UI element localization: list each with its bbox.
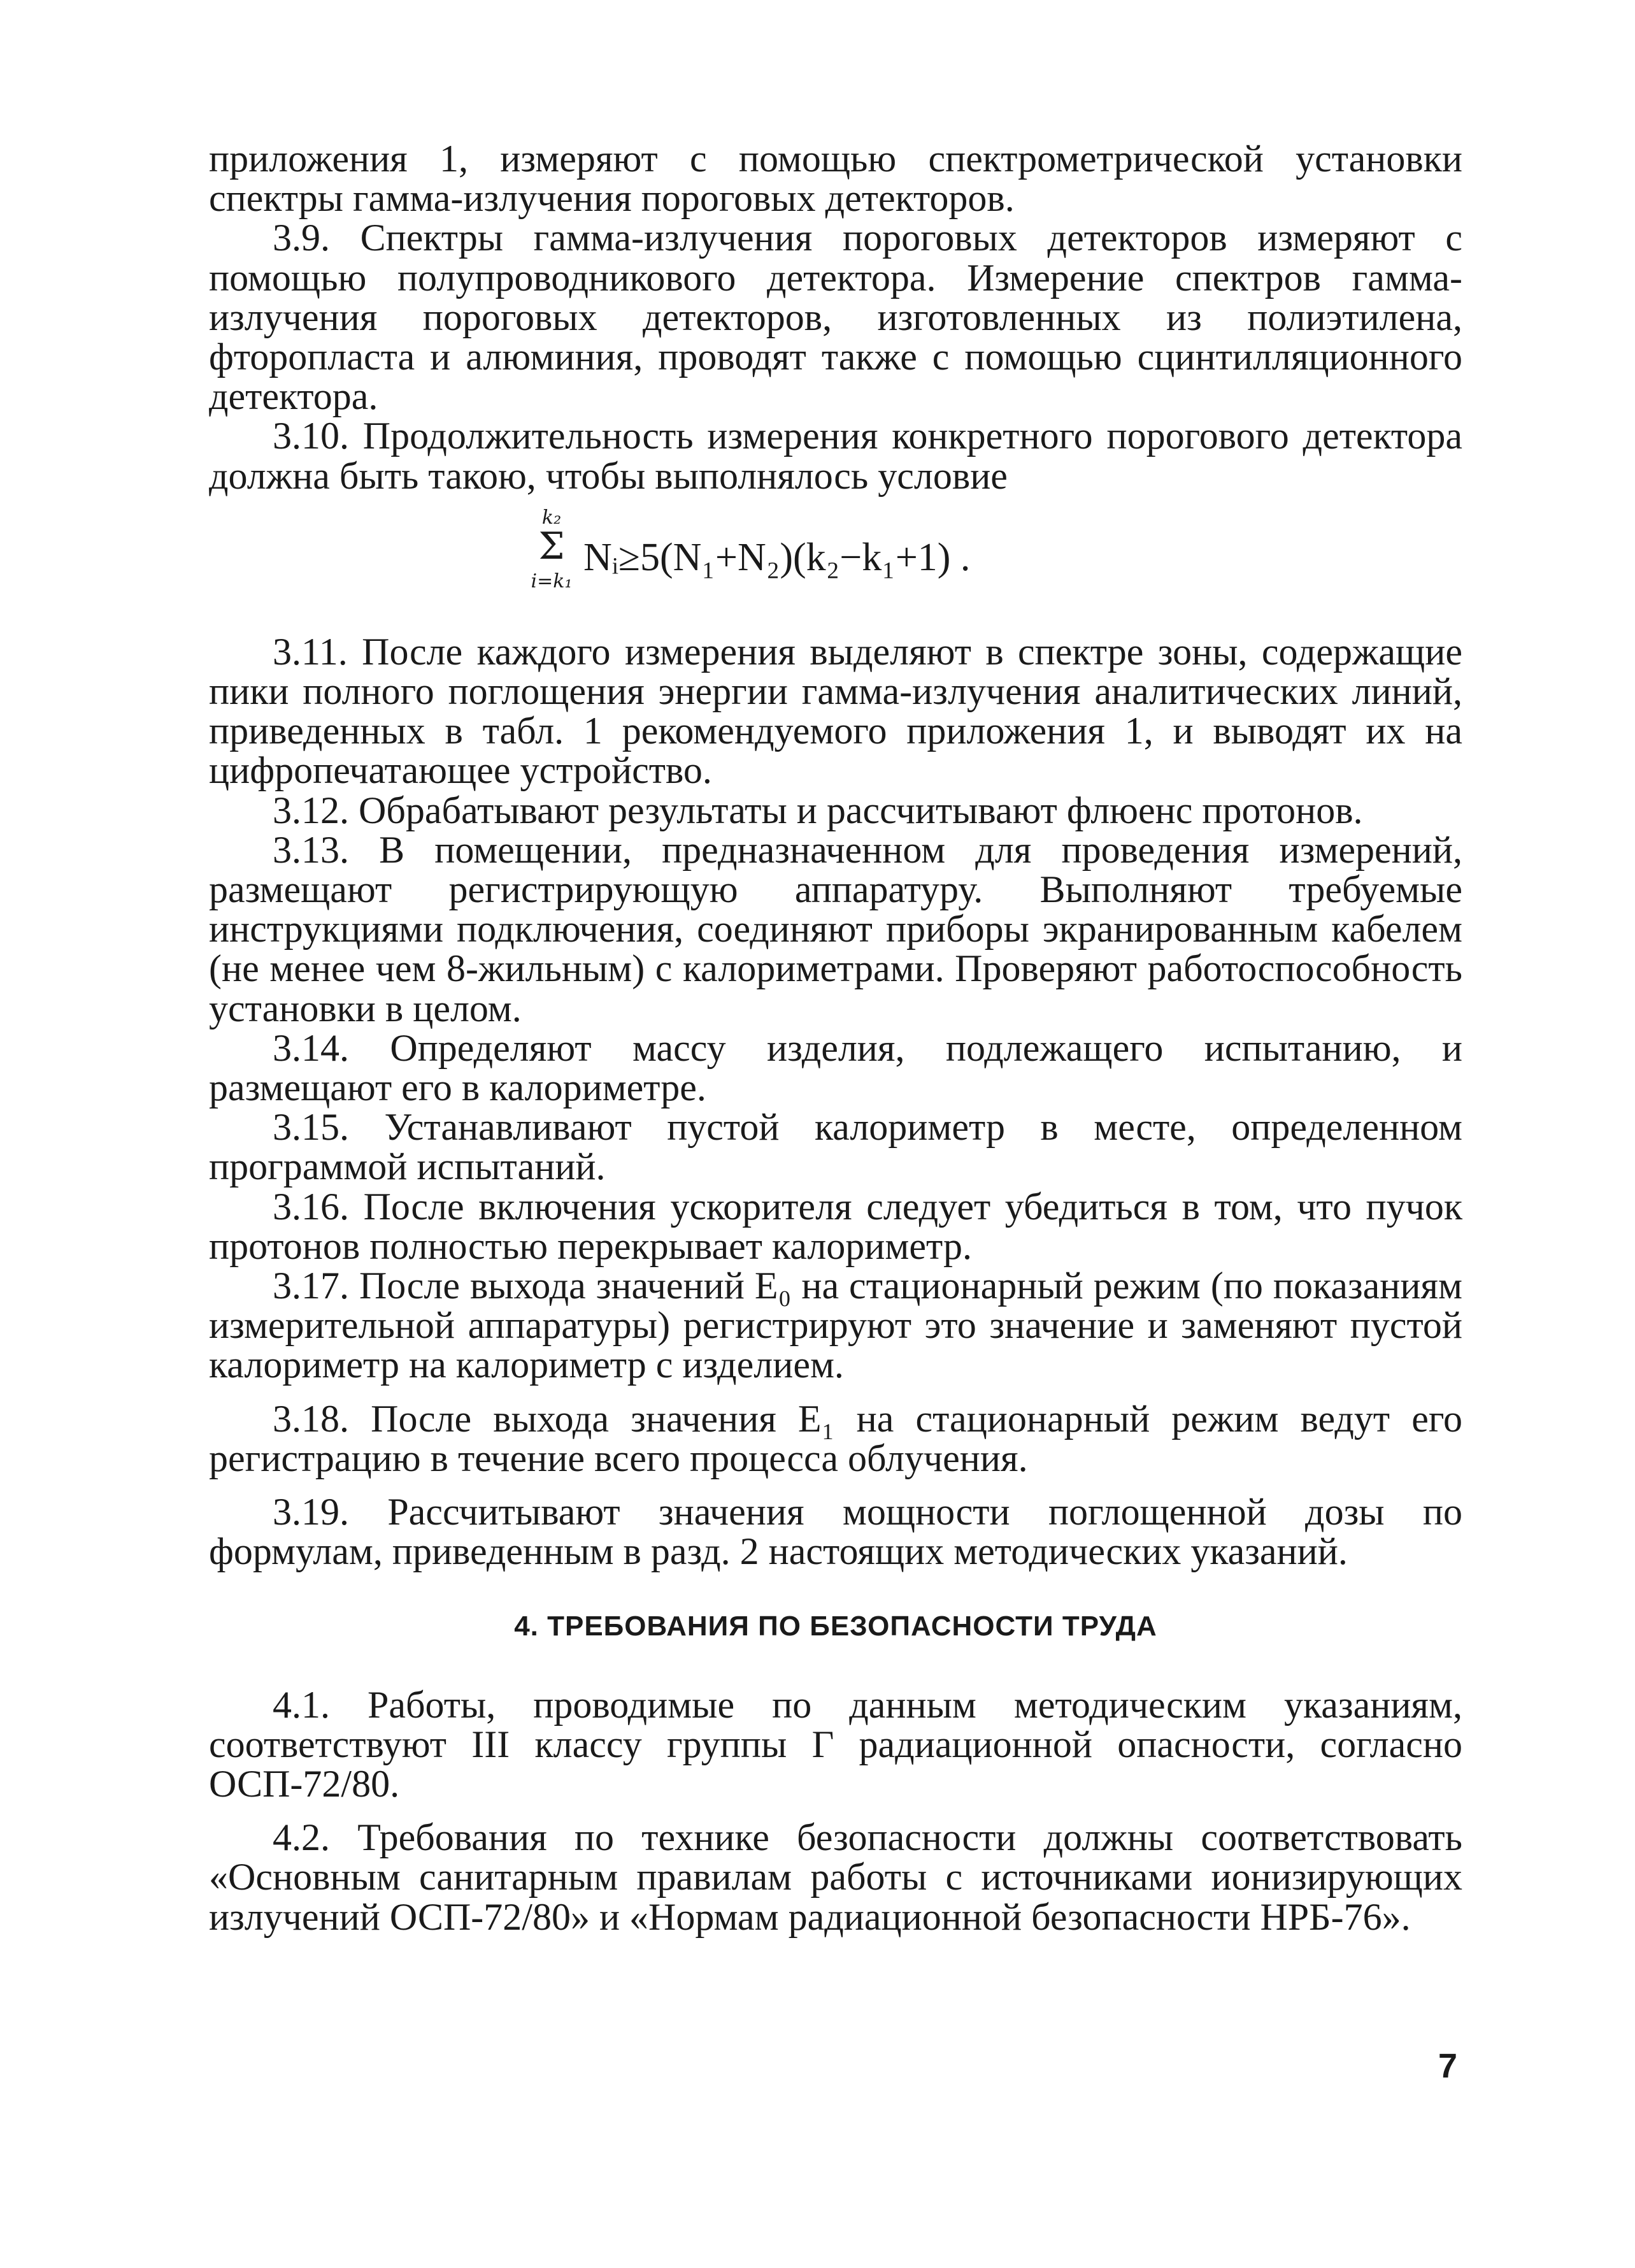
sum-upper-limit: k₂: [541, 506, 562, 529]
page-number: 7: [1438, 2047, 1458, 2085]
formula-expression: Nᵢ≥5(N₁+N₂)(k₂−k₁+1) .: [583, 535, 971, 579]
paragraph-3-13: 3.13. В помещении, предназначенном для проведения измерений, размещают регистрирующую аппаратуру. Выполняют требуемые инструкциями подключения, соединяют приборы экранированным кабелем (не менее чем 8-жильным) с калориметрами. Проверяют работоспособность установки в целом.: [209, 828, 1462, 1030]
paragraph-3-18: 3.18. После выхода значения E₁ на стационарный режим ведут его регистрацию в течение всего процесса облучения.: [209, 1397, 1462, 1479]
paragraph-3-16: 3.16. После включения ускорителя следует убедиться в том, что пучок протонов полностью перекрывает калориметр.: [209, 1185, 1462, 1267]
paragraph-3-11: 3.11. После каждого измерения выделяют в спектре зоны, содержащие пики полного поглощения энергии гамма-излучения аналитических линий, приведенных в табл. 1 рекомендуемого приложения 1, и выводят их на цифропечатающее устройство.: [209, 630, 1462, 792]
paragraph-3-10: 3.10. Продолжительность измерения конкретного порогового детектора должна быть такою, чтобы выполнялось условие: [209, 415, 1462, 497]
paragraph-3-17: 3.17. После выхода значений E₀ на стационарный режим (по показаниям измерительной аппаратуры) регистрируют это значение и заменяют пустой калориметр на калориметр с изделием.: [209, 1265, 1462, 1386]
summation-symbol: [526, 507, 577, 615]
sum-lower-limit: i=k₁: [531, 570, 573, 592]
paragraph-3-15: 3.15. Устанавливают пустой калориметр в месте, определенном программой испытаний.: [209, 1106, 1462, 1188]
paragraph-4-2: 4.2. Требования по технике безопасности должны соответствовать «Основным санитарным правилам работы с источниками ионизирующих излучений ОСП-72/80» и «Нормам радиационной безопасности НРБ-76».: [209, 1816, 1462, 1938]
paragraph-continuation: приложения 1, измеряют с помощью спектрометрической установки спектры гамма-излучения пороговых детекторов.: [209, 138, 1462, 220]
paragraph-4-1: 4.1. Работы, проводимые по данным методическим указаниям, соответствуют III классу группы Г радиационной опасности, согласно ОСП-72/80.: [209, 1683, 1462, 1805]
sum-formula: [209, 507, 1462, 615]
sigma-glyph: Σ: [538, 524, 565, 568]
paragraph-3-9: 3.9. Спектры гамма-излучения пороговых детекторов измеряют с помощью полупроводникового детектора. Измерение спектров гамма-излучения пороговых детекторов, изготовленных из полиэтилена, фторопласта и алюминия, проводят также с помощью сцинтилляционного детектора.: [209, 217, 1462, 418]
paragraph-3-12: 3.12. Обрабатывают результаты и рассчитывают флюенс протонов.: [273, 789, 1363, 831]
section-heading: 4. ТРЕБОВАНИЯ ПО БЕЗОПАСНОСТИ ТРУДА: [514, 1610, 1157, 1642]
paragraph-3-19: 3.19. Рассчитывают значения мощности поглощенной дозы по формулам, приведенным в разд. 2 настоящих методических указаний.: [209, 1491, 1462, 1573]
body-text: [209, 139, 1462, 1937]
paragraph-3-14: 3.14. Определяют массу изделия, подлежащего испытанию, и размещают его в калориметре.: [209, 1026, 1462, 1109]
